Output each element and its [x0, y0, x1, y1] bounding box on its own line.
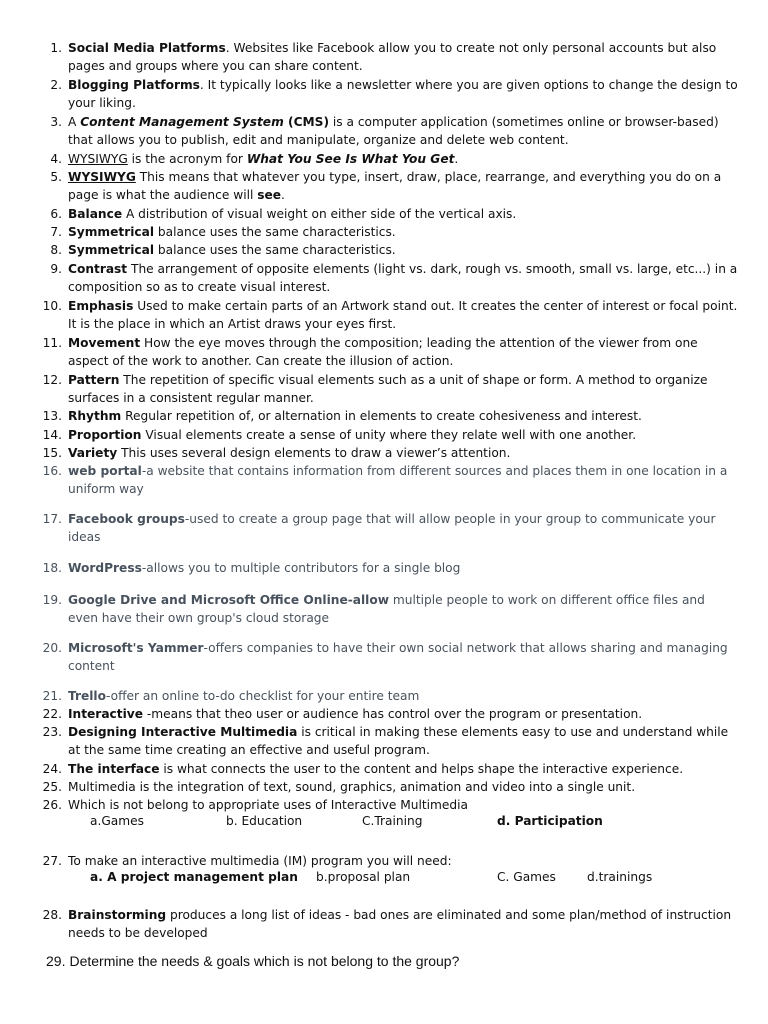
- item-description: This uses several design elements to draw a viewer’s attention.: [117, 446, 511, 460]
- item-description: is critical in making these elements easy to use and understand while at the same time creating an effective and useful program.: [68, 725, 729, 758]
- item-text: [68, 760, 738, 778]
- item-description: is the acronym for: [127, 152, 247, 166]
- item-description: multiple people to work on different office files and even have their own group's cloud storage: [68, 593, 705, 626]
- item-description: Visual elements create a sense of unity where they relate well with one another.: [141, 428, 637, 442]
- item-text: [68, 705, 738, 723]
- item-number: 26.: [42, 798, 62, 812]
- answer-option: b. Education: [226, 814, 303, 828]
- item-term: Contrast: [68, 262, 128, 276]
- item-text: [68, 723, 738, 759]
- item-number: 20.: [42, 641, 62, 655]
- item-number: 3.: [50, 115, 62, 129]
- answer-option: d. Participation: [497, 814, 603, 828]
- item-text: [68, 297, 738, 333]
- question-29: [46, 953, 459, 969]
- item-term: Symmetrical: [68, 225, 155, 239]
- item-term: Proportion: [68, 428, 142, 442]
- item-text: [68, 334, 738, 370]
- item-term-abbr: (CMS): [283, 115, 330, 129]
- item-description: produces a long list of ideas - bad ones are eliminated and some plan/method of instruction needs to be developed: [68, 908, 732, 941]
- item-number: 27.: [42, 854, 62, 868]
- item-number: 17.: [42, 512, 62, 526]
- item-term: Movement: [68, 336, 141, 350]
- item-number: 19.: [42, 593, 62, 607]
- item-number: 14.: [42, 428, 62, 442]
- item-term: WYSIWYG: [68, 152, 128, 166]
- item-term: Designing Interactive Multimedia: [68, 725, 298, 739]
- item-term: Blogging Platforms: [68, 78, 200, 92]
- item-number: 8.: [50, 243, 62, 257]
- item-emphasis: see: [257, 188, 282, 203]
- item-text: [68, 559, 738, 577]
- item-description: This means that whatever you type, insert, draw, place, rearrange, and everything you do on a page is what the audience will: [68, 170, 722, 203]
- item-description: Which is not belong to appropriate uses of Interactive Multimedia: [68, 798, 469, 812]
- item-number: 18.: [42, 561, 62, 575]
- item-description: is what connects the user to the content and helps shape the interactive experience.: [159, 762, 684, 776]
- item-description: -used to create a group page that will allow people in your group to communicate your ideas: [68, 512, 716, 545]
- item-description: The repetition of specific visual elements such as a unit of shape or form. A method to organize surfaces in a consistent regular manner.: [68, 373, 708, 406]
- item-description: balance uses the same characteristics.: [154, 225, 396, 239]
- item-text: [68, 796, 738, 814]
- item-text: [68, 205, 738, 223]
- item-number: 21.: [42, 689, 62, 703]
- item-text: [68, 510, 738, 546]
- item-number: 4.: [50, 152, 62, 166]
- item-number: 13.: [42, 409, 62, 423]
- item-term: Balance: [68, 207, 123, 221]
- item-text: [68, 241, 738, 259]
- item-text: [68, 223, 738, 241]
- item-text: [68, 76, 738, 112]
- answer-option: d.trainings: [587, 870, 653, 884]
- item-text: [68, 852, 738, 870]
- item-description: The arrangement of opposite elements (light vs. dark, rough vs. smooth, small vs. large, etc...) in a composition so as to create visual interest.: [68, 262, 738, 295]
- item-number: 15.: [42, 446, 62, 460]
- item-text: [68, 639, 738, 675]
- item-number: 22.: [42, 707, 62, 721]
- item-description: balance uses the same characteristics.: [154, 243, 396, 257]
- item-number: 12.: [42, 373, 62, 387]
- item-text: [68, 591, 738, 627]
- item-term: Brainstorming: [68, 908, 167, 922]
- item-term: The interface: [68, 762, 160, 776]
- item-term: Microsoft's Yammer: [68, 641, 204, 655]
- item-text: [68, 407, 738, 425]
- item-number: 2.: [50, 78, 62, 92]
- item-number: 28.: [42, 908, 62, 922]
- item-number: 24.: [42, 762, 62, 776]
- item-term: Variety: [68, 446, 118, 460]
- item-number: 6.: [50, 207, 62, 221]
- answer-option: b.proposal plan: [316, 870, 411, 884]
- item-text: [68, 168, 738, 204]
- item-term: Google Drive and Microsoft Office Online-allow: [68, 593, 389, 607]
- answer-option: a.Games: [90, 814, 144, 828]
- answer-option: C.Training: [362, 814, 423, 828]
- item-number: 23.: [42, 725, 62, 739]
- item-description: -offer an online to-do checklist for your entire team: [105, 689, 420, 703]
- item-text: [68, 371, 738, 407]
- item-text: [68, 906, 738, 942]
- item-text: [68, 778, 738, 796]
- item-term: Rhythm: [68, 409, 122, 423]
- answer-option: a. A project management plan: [90, 870, 298, 884]
- item-number: 11.: [42, 336, 62, 350]
- item-end: .: [281, 188, 285, 203]
- item-number: 1.: [50, 41, 62, 55]
- item-number: 29.: [46, 953, 66, 969]
- item-prefix: A: [68, 115, 81, 129]
- item-number: 16.: [42, 464, 62, 478]
- item-term: web portal: [68, 464, 142, 478]
- item-description: Used to make certain parts of an Artwork stand out. It creates the center of interest or focal point. It is the place in which an Artist draws your eyes first.: [68, 299, 738, 332]
- item-description: Multimedia is the integration of text, sound, graphics, animation and video into a single unit.: [68, 780, 636, 794]
- item-description: . It typically looks like a newsletter where you are given options to change the design to your liking.: [68, 78, 738, 111]
- item-end: .: [454, 152, 459, 166]
- item-number: 9.: [50, 262, 62, 276]
- item-text: [68, 444, 738, 462]
- item-term: Symmetrical: [68, 243, 155, 257]
- item-description: A distribution of visual weight on either side of the vertical axis.: [122, 207, 517, 221]
- item-description: -offers companies to have their own social network that allows sharing and managing content: [68, 641, 728, 674]
- item-description: How the eye moves through the composition; leading the attention of the viewer from one aspect of the work to another. Can create the illusion of action.: [68, 336, 698, 369]
- item-term: WordPress: [68, 561, 142, 575]
- item-description: -means that theo user or audience has control over the program or presentation.: [142, 707, 643, 721]
- item-term: Interactive: [68, 707, 143, 721]
- item-text: [68, 426, 738, 444]
- item-description: -allows you to multiple contributors for a single blog: [141, 561, 461, 575]
- answer-option: C. Games: [497, 870, 556, 884]
- item-description: . Websites like Facebook allow you to create not only personal accounts but also pages and groups where you can share content.: [68, 41, 717, 74]
- item-term: Facebook groups: [68, 512, 185, 526]
- item-text: Determine the needs & goals which is not belong to the group?: [69, 953, 460, 969]
- item-number: 25.: [42, 780, 62, 794]
- item-term: Trello: [68, 689, 106, 703]
- item-description: is a computer application (sometimes online or browser-based) that allows you to publish, edit and manipulate, organize and delete web content.: [68, 115, 719, 148]
- item-term: Content Management System: [80, 115, 284, 129]
- item-number: 10.: [42, 299, 62, 313]
- item-text: [68, 687, 738, 705]
- item-description: To make an interactive multimedia (IM) program you will need:: [68, 854, 452, 868]
- item-number: 5.: [50, 170, 62, 184]
- item-description: Regular repetition of, or alternation in elements to create cohesiveness and interest.: [121, 409, 642, 423]
- item-text: [68, 113, 738, 149]
- item-term: WYSIWYG: [68, 170, 136, 184]
- item-text: [68, 150, 738, 168]
- item-emphasis: What You See Is What You Get: [246, 152, 455, 166]
- item-number: 7.: [50, 225, 62, 239]
- item-text: [68, 260, 738, 296]
- item-term: Pattern: [68, 373, 120, 387]
- item-text: [68, 462, 738, 498]
- item-description: -a website that contains information from different sources and places them in one location in a uniform way: [68, 464, 728, 497]
- item-term: Emphasis: [68, 299, 134, 313]
- item-term: Social Media Platforms: [68, 41, 226, 55]
- item-text: [68, 39, 738, 75]
